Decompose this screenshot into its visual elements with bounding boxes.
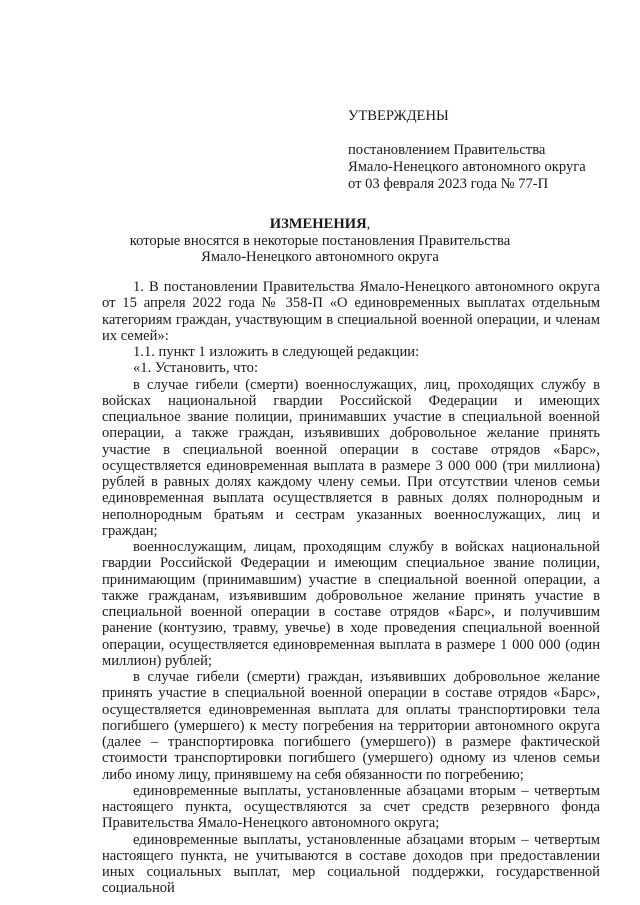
paragraph-income-exclusion: единовременные выплаты, установленные абзацами вторым – четвертым настоящего пункта, не учитываются в составе доходов при предоставлении иных социальных выплат, мер социальной поддержки, государственной социальной	[102, 831, 600, 897]
paragraph-death-payment: в случае гибели (смерти) военнослужащих, лиц, проходящих службу в войсках национальной гвардии Российской Федерации и имеющих специальное звание полиции, принимавших участие в специальной военной операции, а также граждан, изъявивших добровольное желание принять участие в специальной военной операции в составе отрядов «Барс», осуществляется единовременная выплата в размере 3 000 000 (три миллиона) рублей в равных долях каждому члену семьи. При отсутствии членов семьи единовременная выплата осуществляется в равных долях полнородным и неполнородным братьям и сестрам указанных военнослужащих, лиц и граждан;	[102, 376, 600, 539]
paragraph-funding-source: единовременные выплаты, установленные абзацами вторым – четвертым настоящего пункта, осуществляются за счет средств резервного фонда Правительства Ямало-Ненецкого автономного округа;	[102, 782, 600, 832]
heading-line-3: Ямало-Ненецкого автономного округа	[201, 249, 439, 266]
approval-block	[348, 108, 608, 193]
heading-line-2: которые вносятся в некоторые постановления Правительства	[129, 232, 511, 249]
paragraph-item-1: «1. Установить, что:	[133, 360, 258, 377]
document-body	[102, 279, 600, 897]
heading-title: ИЗМЕНЕНИЯ	[269, 216, 367, 232]
paragraph-transport-payment: в случае гибели (смерти) граждан, изъявивших добровольное желание принять участие в специальной военной операции в составе отрядов «Барс», осуществляется единовременная выплата для оплаты транспортировки тела погибшего (умершего) к месту погребения на территории автономного округа (далее – транспортировка погибшего (умершего)) в размере фактической стоимости транспортировки погибшего (умершего) одному из членов семьи либо иному лицу, принявшему на себя обязанности по погребению;	[102, 669, 600, 783]
paragraph-1: 1. В постановлении Правительства Ямало-Ненецкого автономного округа от 15 апреля 2022 года № 358-П «О единовременных выплатах отдельным категориям граждан, участвующим в специальной военной операции, и членам их семей»:	[102, 279, 600, 344]
approved-line-3: от 03 февраля 2023 года № 77-П	[348, 176, 549, 192]
paragraph-1-1: 1.1. пункт 1 изложить в следующей редакции:	[133, 344, 420, 360]
approved-title: УТВЕРЖДЕНЫ	[348, 108, 449, 124]
approved-line-1: постановлением Правительства	[348, 142, 546, 158]
heading-title-suffix: ,	[366, 216, 371, 232]
document-heading	[110, 216, 530, 266]
paragraph-injury-payment: военнослужащим, лицам, проходящим службу в войсках национальной гвардии Российской Федерации и имеющим специальное звание полиции, принимающим (принимавшим) участие в специальной военной операции, а также гражданам, изъявившим добровольное желание принять участие в специальной военной операции в составе отрядов «Барс», и получившим ранение (контузию, травму, увечье) в ходе проведения специальной военной операции, осуществляется единовременная выплата в размере 1 000 000 (один миллион) рублей;	[102, 539, 600, 669]
approved-line-2: Ямало-Ненецкого автономного округа	[348, 159, 586, 175]
